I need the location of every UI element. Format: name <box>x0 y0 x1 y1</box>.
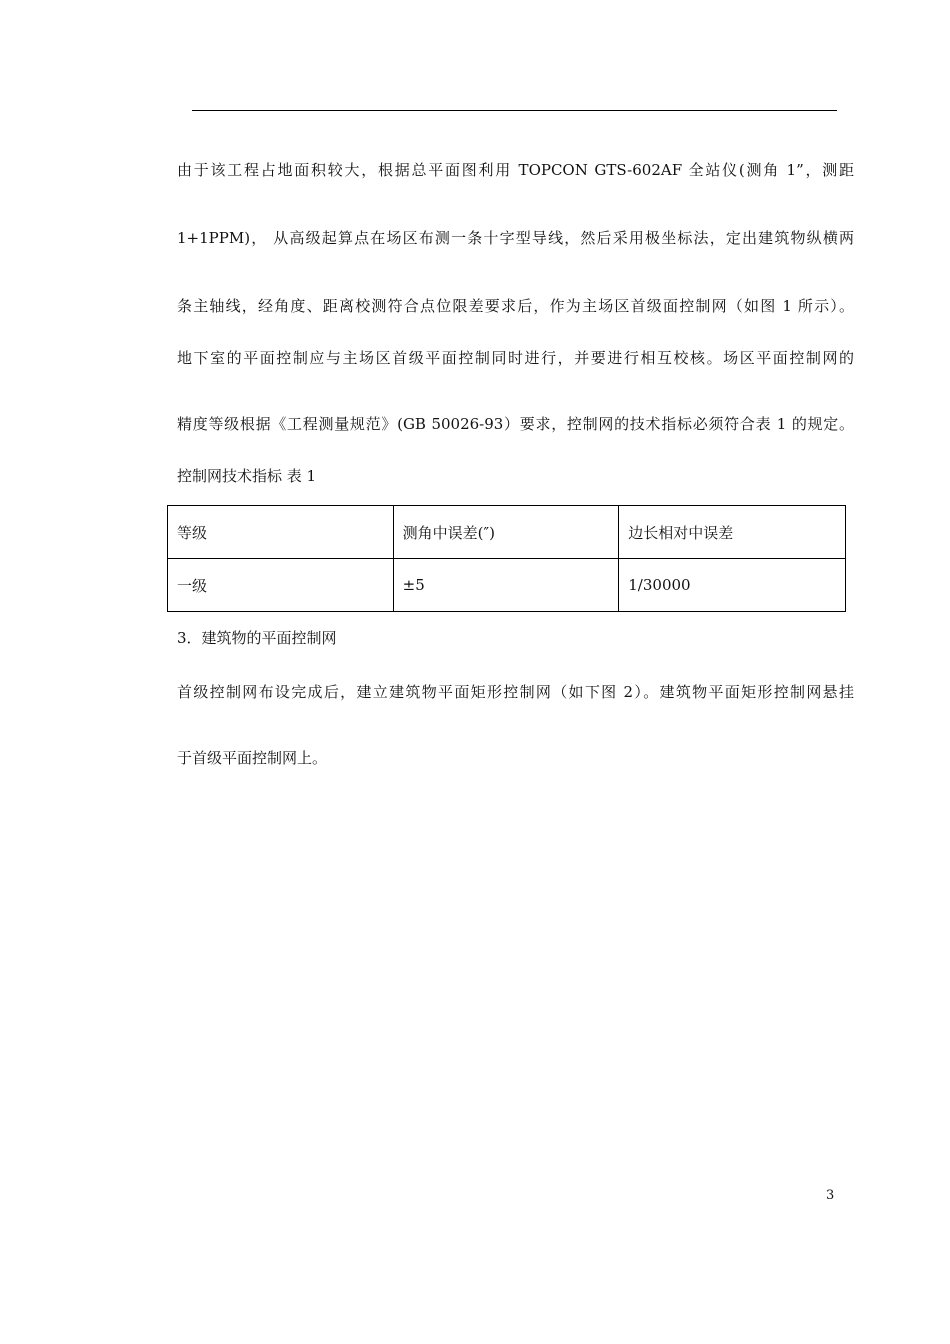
page-number: 3 <box>826 1188 835 1203</box>
table-header-row <box>168 506 846 559</box>
table-caption: 控制网技术指标 表 1 <box>177 467 317 485</box>
paragraph-2-line-1: 地下室的平面控制应与主场区首级平面控制同时进行，并要进行相互校核。场区平面控制网的 <box>177 349 854 367</box>
paragraph-3-line-2: 于首级平面控制网上。 <box>177 749 328 767</box>
table-cell: 1/30000 <box>619 559 846 612</box>
table-header-cell: 测角中误差(″) <box>393 506 619 559</box>
paragraph-3-line-1: 首级控制网布设完成后，建立建筑物平面矩形控制网（如下图 2）。建筑物平面矩形控制网悬挂 <box>177 683 854 701</box>
table-header-cell: 等级 <box>168 506 394 559</box>
table-header-cell: 边长相对中误差 <box>619 506 846 559</box>
section-heading: 3．建筑物的平面控制网 <box>177 629 337 647</box>
paragraph-1-line-1: 由于该工程占地面积较大，根据总平面图利用 TOPCON GTS-602AF 全站仪(测角 1”，测距 <box>177 161 854 179</box>
paragraph-1-line-3: 条主轴线，经角度、距离校测符合点位限差要求后，作为主场区首级面控制网（如图 1 所示）。 <box>177 297 854 315</box>
table-cell: ±5 <box>393 559 619 612</box>
control-network-spec-table <box>167 505 846 612</box>
header-rule <box>192 110 837 111</box>
table-row <box>168 559 846 612</box>
paragraph-1-line-2: 1+1PPM)， 从高级起算点在场区布测一条十字型导线，然后采用极坐标法，定出建筑物纵横两 <box>177 229 854 247</box>
paragraph-2-line-2: 精度等级根据《工程测量规范》(GB 50026-93）要求，控制网的技术指标必须符合表 1 的规定。 <box>177 415 854 433</box>
table-cell: 一级 <box>168 559 394 612</box>
